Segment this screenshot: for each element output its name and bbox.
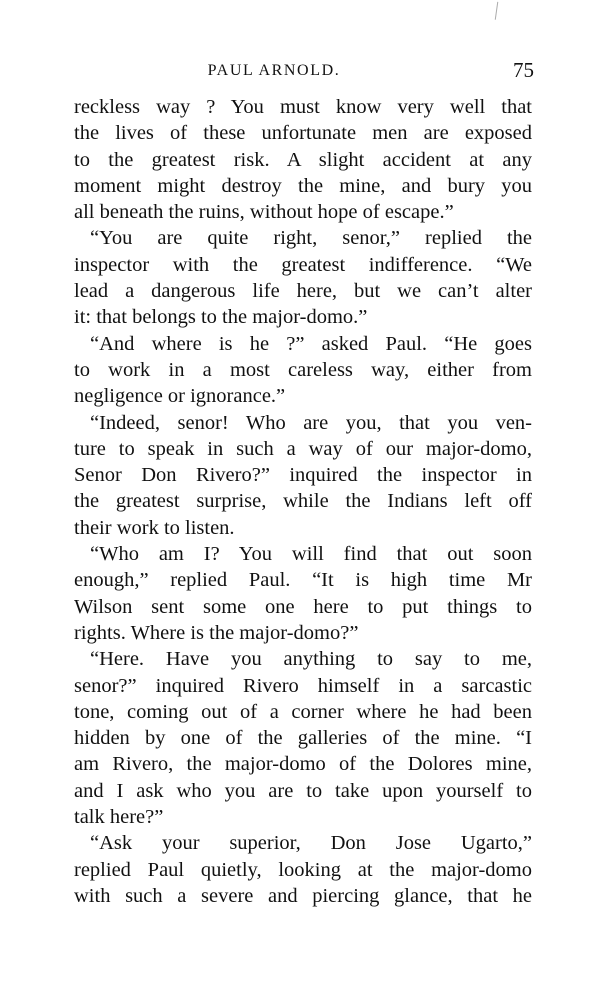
text-line: moment might destroy the mine, and bury you	[74, 174, 532, 197]
text-line: hidden by one of the galleries of the mine. “I	[74, 727, 532, 750]
text-line: it: that belongs to the major-domo.”	[74, 306, 368, 329]
body-text	[74, 94, 532, 909]
text-line: with such a severe and piercing glance, that he	[74, 884, 532, 907]
text-line: their work to listen.	[74, 516, 235, 539]
text-line: rights. Where is the major-domo?”	[74, 621, 359, 644]
text-line: Wilson sent some one here to put things to	[74, 595, 532, 618]
running-head	[74, 60, 534, 82]
text-line: lead a dangerous life here, but we can’t alter	[74, 280, 532, 303]
text-line: replied Paul quietly, looking at the major-domo	[74, 858, 532, 881]
text-line: talk here?”	[74, 806, 164, 829]
text-line: enough,” replied Paul. “It is high time Mr	[74, 569, 532, 592]
text-line: “Here. Have you anything to say to me,	[90, 648, 532, 671]
text-line: “Who am I? You will find that out soon	[90, 543, 532, 566]
text-line: the greatest surprise, while the Indians left off	[74, 490, 532, 513]
text-line: negligence or ignorance.”	[74, 385, 286, 408]
text-line: senor?” inquired Rivero himself in a sarcastic	[74, 674, 532, 697]
text-line: “You are quite right, senor,” replied the	[90, 227, 532, 250]
text-line: Senor Don Rivero?” inquired the inspector in	[74, 464, 532, 487]
text-line: inspector with the greatest indifference. “We	[74, 253, 532, 276]
text-line: “Indeed, senor! Who are you, that you ven-	[90, 411, 532, 434]
page-number: 75	[513, 58, 534, 82]
text-line: tone, coming out of a corner where he had been	[74, 700, 532, 723]
text-line: to the greatest risk. A slight accident at any	[74, 148, 532, 171]
text-line: and I ask who you are to take upon yourself to	[74, 779, 532, 802]
text-line: all beneath the ruins, without hope of escape.”	[74, 201, 454, 224]
text-line: the lives of these unfortunate men are exposed	[74, 122, 532, 145]
text-line: “And where is he ?” asked Paul. “He goes	[90, 332, 532, 355]
running-head-title: PAUL ARNOLD.	[207, 62, 341, 79]
text-line: am Rivero, the major-domo of the Dolores mine,	[74, 753, 532, 776]
text-line: reckless way ? You must know very well that	[74, 96, 532, 118]
text-line: to work in a most careless way, either from	[74, 358, 532, 381]
scan-mark	[495, 2, 501, 20]
text-line: “Ask your superior, Don Jose Ugarto,”	[90, 832, 532, 855]
text-line: ture to speak in such a way of our major-domo,	[74, 437, 532, 460]
